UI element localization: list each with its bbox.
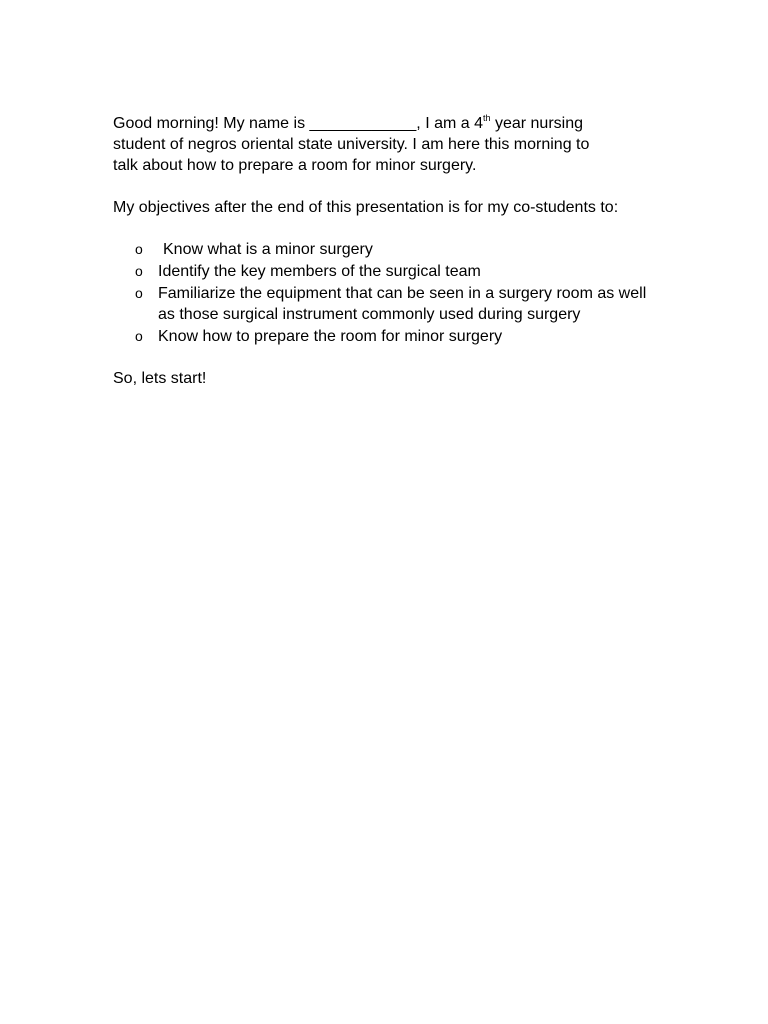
intro-greeting: Good morning! My name is ____________, I am a 4 — [113, 115, 483, 132]
bullet-circle-icon: o — [135, 328, 143, 344]
list-item — [113, 261, 653, 282]
list-item — [113, 239, 653, 260]
bullet-circle-icon: o — [135, 285, 143, 301]
list-item — [113, 326, 653, 347]
objective-text: Know how to prepare the room for minor surgery — [158, 328, 503, 345]
objective-text: Familiarize the equipment that can be seen in a surgery room as well as those surgical instrument commonly used during surgery — [158, 285, 647, 323]
intro-line3: talk about how to prepare a room for minor surgery. — [113, 157, 477, 174]
closing-text: So, lets start! — [113, 370, 207, 387]
bullet-circle-icon: o — [135, 241, 143, 257]
list-item — [113, 283, 653, 325]
objectives-list — [113, 239, 653, 347]
ordinal-suffix: th — [483, 112, 491, 123]
objectives-intro: My objectives after the end of this presentation is for my co-students to: — [113, 199, 619, 216]
intro-line1-rest: year nursing — [490, 115, 584, 132]
objective-text: Know what is a minor surgery — [163, 241, 373, 258]
objective-text: Identify the key members of the surgical team — [158, 263, 481, 280]
intro-paragraph — [113, 113, 653, 176]
intro-line2: student of negros oriental state university. I am here this morning to — [113, 136, 590, 153]
bullet-circle-icon: o — [135, 263, 143, 279]
document-body — [113, 113, 653, 410]
